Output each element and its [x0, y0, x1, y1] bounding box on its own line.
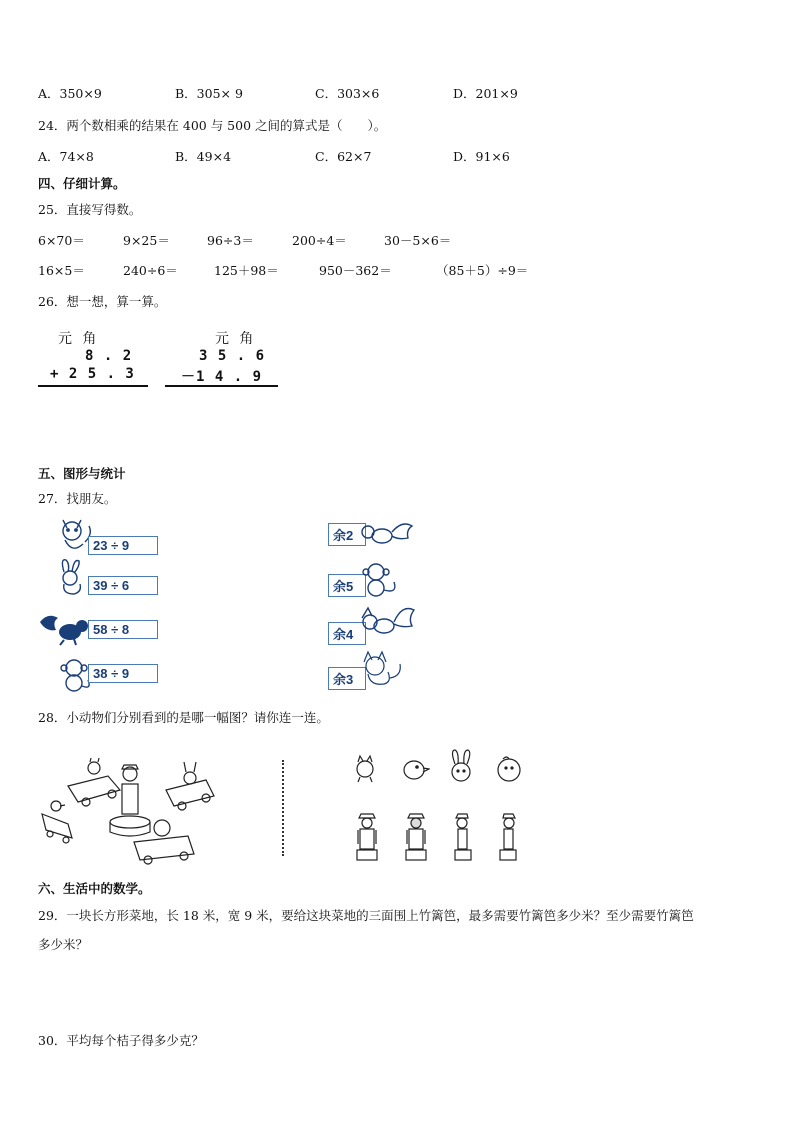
cat-head-icon — [352, 754, 378, 784]
q24-option-b[interactable]: B．49×4 — [175, 149, 232, 164]
calc-1-line-2: + 2 5 . 3 — [50, 366, 135, 382]
remainder-card[interactable]: 余2 — [328, 523, 366, 546]
vertical-calc-2 — [165, 328, 281, 390]
calc-1-header: 元 角 — [58, 331, 98, 347]
q27-stem: 27．找朋友。 — [38, 491, 117, 506]
squirrel-outline-icon — [358, 518, 414, 550]
q25-item: 950－362＝ — [319, 263, 392, 278]
q28-stem: 28．小动物们分别看到的是哪一幅图？请你连一连。 — [38, 710, 329, 725]
division-card[interactable]: 39 ÷ 6 — [88, 576, 158, 595]
cat-outline-icon — [358, 648, 404, 690]
monkey-outline-icon — [360, 560, 400, 600]
q23-options — [38, 84, 558, 100]
section-4-heading: 四、仔细计算。 — [38, 176, 126, 191]
q25-item: 6×70＝ — [38, 233, 85, 248]
q25-item: 125＋98＝ — [214, 263, 279, 278]
fox-outline-icon — [358, 602, 416, 640]
policeman-front-view[interactable] — [354, 812, 380, 862]
calc-2-line-2: －1 4 . 9 — [181, 369, 263, 385]
policeman-back-view[interactable] — [403, 812, 429, 862]
q25-item: 200÷4＝ — [292, 233, 347, 248]
policeman-left-side-view[interactable] — [452, 812, 474, 862]
calc-2-line-1: 3 5 . 6 — [199, 348, 266, 364]
q24-stem: 24．两个数相乘的结果在 400 与 500 之间的算式是（ ）。 — [38, 118, 387, 133]
calc-2-rule — [165, 385, 278, 387]
q29-line-1: 29．一块长方形菜地，长 18 米，宽 9 米，要给这块菜地的三面围上竹篱笆，最多需要竹篱笆多少米？至少需要竹篱笆 — [38, 908, 694, 923]
section-6-heading: 六、生活中的数学。 — [38, 881, 151, 896]
chick-head-icon — [495, 754, 523, 784]
section-5-heading: 五、图形与统计 — [38, 466, 126, 481]
division-card[interactable]: 23 ÷ 9 — [88, 536, 158, 555]
q25-row-2 — [38, 261, 598, 277]
bird-head-icon — [402, 756, 430, 782]
q25-item: （85＋5）÷9＝ — [436, 263, 529, 278]
policeman-right-side-view[interactable] — [497, 812, 519, 862]
rabbit-icon — [52, 556, 92, 598]
calc-2-header: 元 角 — [215, 331, 255, 347]
q23-option-b[interactable]: B．305× 9 — [175, 86, 243, 101]
q25-item: 30－5×6＝ — [384, 233, 452, 248]
remainder-card[interactable]: 余3 — [328, 667, 366, 690]
q25-stem: 25．直接写得数。 — [38, 202, 142, 217]
q24-option-d[interactable]: D．91×6 — [453, 149, 510, 164]
animals-in-cars-scene — [38, 750, 238, 866]
q23-option-a[interactable]: A．350×9 — [38, 86, 102, 101]
q25-item: 96÷3＝ — [207, 233, 254, 248]
remainder-card[interactable]: 余5 — [328, 574, 366, 597]
rabbit-head-icon — [446, 748, 476, 784]
q26-stem: 26．想一想，算一算。 — [38, 294, 167, 309]
calc-1-line-1: 8 . 2 — [85, 348, 133, 364]
q30-stem: 30．平均每个桔子得多少克？ — [38, 1033, 204, 1048]
division-card[interactable]: 58 ÷ 8 — [88, 620, 158, 639]
remainder-card[interactable]: 余4 — [328, 622, 366, 645]
q24-options — [38, 147, 558, 163]
dotted-divider — [282, 760, 284, 856]
q23-option-d[interactable]: D．201×9 — [453, 86, 518, 101]
q29-line-2: 多少米？ — [38, 937, 89, 952]
q24-option-a[interactable]: A．74×8 — [38, 149, 94, 164]
q25-item: 16×5＝ — [38, 263, 85, 278]
calc-1-rule — [38, 385, 148, 387]
vertical-calc-1 — [38, 328, 150, 390]
q25-item: 240÷6＝ — [123, 263, 178, 278]
q25-item: 9×25＝ — [123, 233, 170, 248]
q23-option-c[interactable]: C．303×6 — [315, 86, 380, 101]
division-card[interactable]: 38 ÷ 9 — [88, 664, 158, 683]
squirrel-icon — [38, 612, 90, 646]
q24-option-c[interactable]: C．62×7 — [315, 149, 372, 164]
q25-row-1 — [38, 231, 598, 247]
